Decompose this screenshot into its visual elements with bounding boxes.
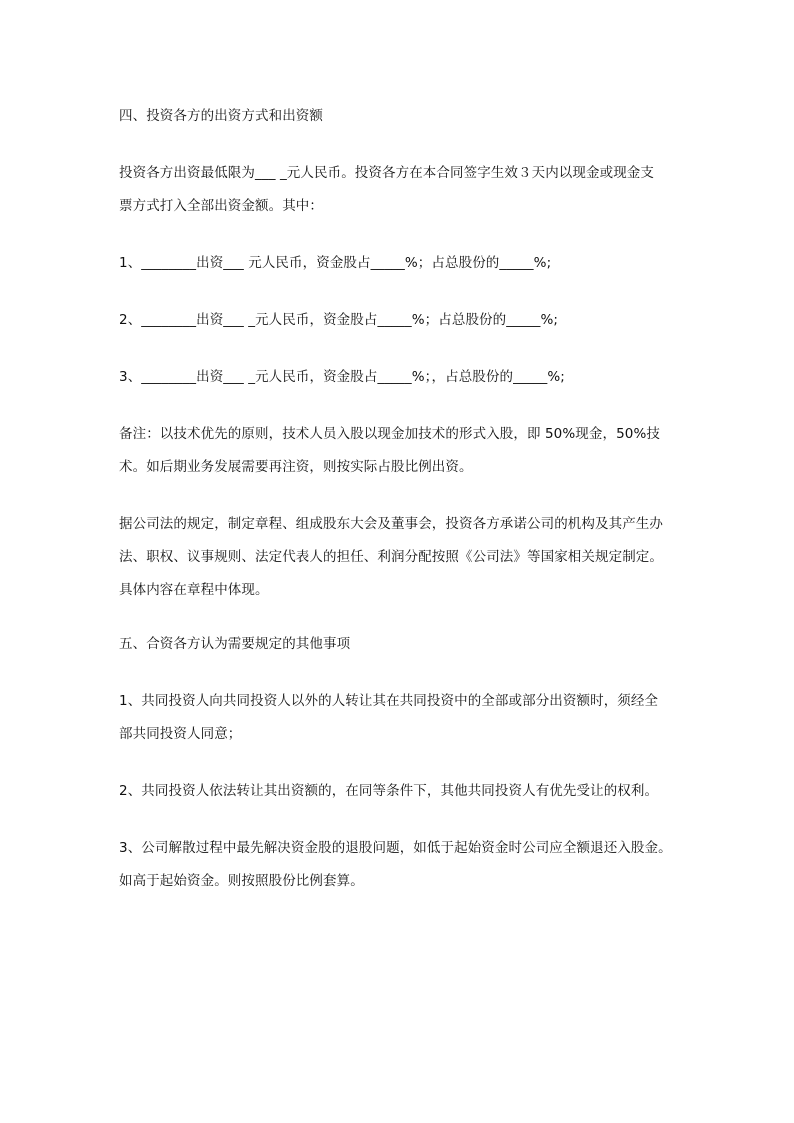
paragraph-line: 投资各方出资最低限为___ _元人民币。投资各方在本合同签字生效３天内以现金或现金支 xyxy=(119,165,654,181)
paragraph-line: 1、共同投资人向共同投资人以外的人转让其在共同投资中的全部或部分出资额时，须经全 xyxy=(119,693,659,709)
company-law-paragraph xyxy=(119,508,679,607)
investor-item-2: 2、________出资___ _元人民币，资金股占_____%；占总股份的_____%; xyxy=(119,312,559,328)
note-paragraph xyxy=(119,418,679,484)
section-4-paragraph xyxy=(119,157,679,223)
investor-item-1: 1、________出资___ 元人民币，资金股占_____%；占总股份的_____%; xyxy=(119,255,552,271)
section-5-item-2: 2、共同投资人依法转让其出资额的，在同等条件下，其他共同投资人有优先受让的权利。 xyxy=(119,783,659,799)
section-4-heading: 四、投资各方的出资方式和出资额 xyxy=(119,108,323,124)
paragraph-line: 部共同投资人同意； xyxy=(119,726,242,742)
section-5-item-3 xyxy=(119,832,679,898)
paragraph-line: 法、职权、议事规则、法定代表人的担任、利润分配按照《公司法》等国家相关规定制定。 xyxy=(119,549,663,565)
paragraph-line: 票方式打入全部出资金额。其中： xyxy=(119,198,323,214)
paragraph-line: 据公司法的规定，制定章程、组成股东大会及董事会，投资各方承诺公司的机构及其产生办 xyxy=(119,516,663,532)
paragraph-line: 备注：以技术优先的原则，技术人员入股以现金加技术的形式入股，即 50%现金，50%技 xyxy=(119,426,661,442)
paragraph-line: 具体内容在章程中体现。 xyxy=(119,582,269,598)
section-5-heading: 五、合资各方认为需要规定的其他事项 xyxy=(119,636,351,652)
paragraph-line: 如高于起始资金。则按照股份比例套算。 xyxy=(119,873,364,889)
section-5-item-1 xyxy=(119,685,679,751)
paragraph-line: 术。如后期业务发展需要再注资，则按实际占股比例出资。 xyxy=(119,459,473,475)
paragraph-line: 3、公司解散过程中最先解决资金股的退股问题，如低于起始资金时公司应全额退还入股金。 xyxy=(119,840,672,856)
document-body xyxy=(119,100,679,898)
investor-item-3: 3、________出资___ _元人民币，资金股占_____%；，占总股份的_____%; xyxy=(119,369,565,385)
